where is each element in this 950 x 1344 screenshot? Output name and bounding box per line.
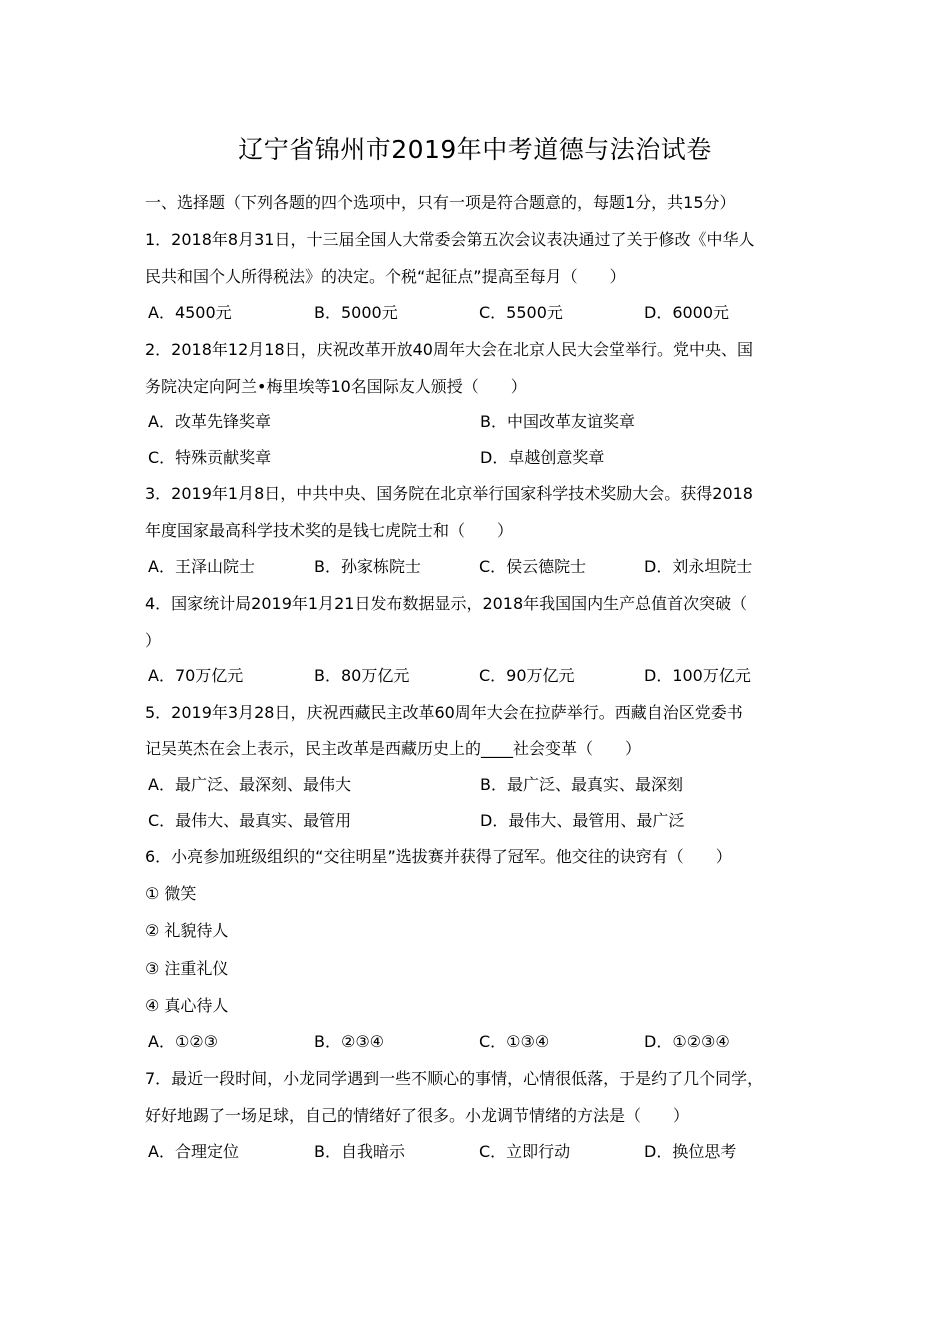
question-4-line-2: ） [145,631,162,650]
question-5-line-2: 记吴英杰在会上表示，民主改革是西藏历史上的____社会变革（ ） [145,739,642,758]
question-3-option-d: D．刘永坦院士 [644,557,753,576]
question-6-item-3: ③ 注重礼仪 [145,959,229,978]
question-2-option-a: A．改革先锋奖章 [148,412,271,431]
question-4-line-1: 4．国家统计局2019年1月21日发布数据显示，2018年我国国内生产总值首次突破（ [145,594,748,613]
question-2-line-1: 2．2018年12月18日，庆祝改革开放40周年大会在北京人民大会堂举行。党中央、国 [145,340,753,359]
question-6-option-a: A．①②③ [148,1032,218,1051]
page-title: 辽宁省锦州市2019年中考道德与法治试卷 [238,135,712,164]
question-2-option-d: D．卓越创意奖章 [480,448,605,467]
question-5-option-b: B．最广泛、最真实、最深刻 [480,775,683,794]
question-3-line-2: 年度国家最高科学技术奖的是钱七虎院士和（ ） [145,521,514,540]
question-7-option-c: C．立即行动 [479,1142,571,1161]
section-heading: 一、选择题（下列各题的四个选项中，只有一项是符合题意的，每题1分，共15分） [145,193,736,212]
question-6-item-4: ④ 真心待人 [145,996,229,1015]
question-2-option-b: B．中国改革友谊奖章 [480,412,635,431]
question-6-option-c: C．①③④ [479,1032,550,1051]
question-7-line-1: 7．最近一段时间，小龙同学遇到一些不顺心的事情，心情很低落，于是约了几个同学， [145,1069,764,1088]
question-1-option-b: B．5000元 [314,303,398,322]
question-4-option-d: D．100万亿元 [644,666,751,685]
question-3-option-a: A．王泽山院士 [148,557,255,576]
question-1-option-c: C．5500元 [479,303,563,322]
question-4-option-c: C．90万亿元 [479,666,575,685]
question-6-item-1: ① 微笑 [145,884,197,903]
question-2-option-c: C．特殊贡献奖章 [148,448,272,467]
question-1-line-1: 1．2018年8月31日，十三届全国人大常委会第五次会议表决通过了关于修改《中华人 [145,230,755,249]
question-7-option-b: B．自我暗示 [314,1142,405,1161]
question-1-line-2: 民共和国个人所得税法》的决定。个税“起征点”提高至每月（ ） [145,267,626,286]
question-2-line-2: 务院决定向阿兰•梅里埃等10名国际友人颁授（ ） [145,377,527,396]
question-6-option-d: D．①②③④ [644,1032,730,1051]
question-3-option-c: C．侯云德院士 [479,557,587,576]
question-7-line-2: 好好地踢了一场足球，自己的情绪好了很多。小龙调节情绪的方法是（ ） [145,1106,690,1125]
question-5-option-d: D．最伟大、最管用、最广泛 [480,811,685,830]
question-5-option-a: A．最广泛、最深刻、最伟大 [148,775,351,794]
question-7-option-a: A．合理定位 [148,1142,239,1161]
question-6-item-2: ② 礼貌待人 [145,921,229,940]
question-1-option-a: A．4500元 [148,303,232,322]
question-1-option-d: D．6000元 [644,303,730,322]
question-7-option-d: D．换位思考 [644,1142,737,1161]
question-4-option-a: A．70万亿元 [148,666,244,685]
question-5-line-1: 5．2019年3月28日，庆祝西藏民主改革60周年大会在拉萨举行。西藏自治区党委书 [145,703,743,722]
question-4-option-b: B．80万亿元 [314,666,410,685]
question-6-option-b: B．②③④ [314,1032,385,1051]
question-3-line-1: 3．2019年1月8日，中共中央、国务院在北京举行国家科学技术奖励大会。获得2018 [145,484,753,503]
question-3-option-b: B．孙家栋院士 [314,557,421,576]
question-6-line-1: 6．小亮参加班级组织的“交往明星”选拔赛并获得了冠军。他交往的诀窍有（ ） [145,847,732,866]
question-5-option-c: C．最伟大、最真实、最管用 [148,811,352,830]
